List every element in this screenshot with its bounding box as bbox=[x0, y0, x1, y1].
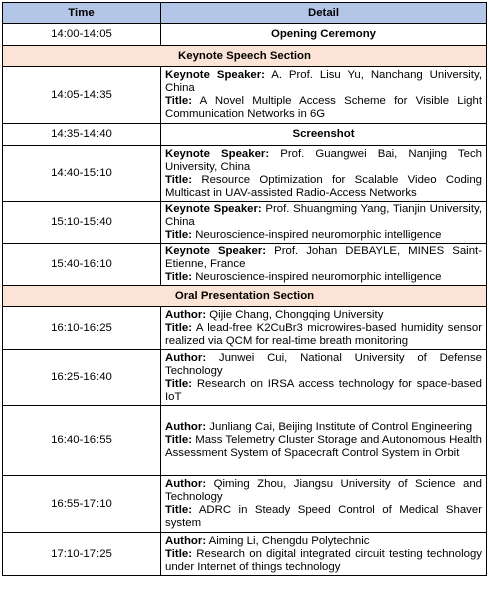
speaker-info: A. Prof. Lisu Yu, Nanchang University, China bbox=[165, 69, 482, 94]
time-cell: 14:05-14:35 bbox=[3, 67, 161, 124]
speaker-info: Prof. Shuangming Yang, Tianjin University, China bbox=[165, 203, 482, 228]
title-label: Title: bbox=[165, 271, 193, 283]
table-row bbox=[3, 244, 487, 286]
time-cell: 15:40-16:10 bbox=[3, 244, 161, 286]
speaker-info: Junwei Cui, National University of Defense Technology bbox=[165, 351, 482, 377]
talk-title: Research on digital integrated circuit testing technology under Internet of things technology bbox=[165, 547, 482, 573]
schedule-table bbox=[2, 2, 487, 576]
talk-title: Research on IRSA access technology for space-based IoT bbox=[165, 377, 482, 403]
talk-title: Resource Optimization for Scalable Video Coding Multicast in UAV-assisted Radio-Access Networks bbox=[165, 173, 482, 199]
role-label: Author: bbox=[165, 478, 207, 490]
time-cell: 16:40-16:55 bbox=[3, 406, 161, 476]
table-row bbox=[3, 350, 487, 406]
table-row bbox=[3, 533, 487, 576]
section-header bbox=[3, 286, 487, 307]
talk-title: Mass Telemetry Cluster Storage and Autonomous Health Assessment System of Spacecraft Control System in Orbit bbox=[165, 434, 482, 459]
table-row bbox=[3, 67, 487, 124]
role-label: Keynote Speaker: bbox=[165, 69, 265, 81]
table-row bbox=[3, 124, 487, 146]
table-header-row bbox=[3, 3, 487, 24]
title-label: Title: bbox=[165, 547, 193, 560]
section-header bbox=[3, 46, 487, 67]
talk-title: Neuroscience-inspired neuromorphic intelligence bbox=[195, 271, 442, 283]
time-cell: 14:40-15:10 bbox=[3, 146, 161, 202]
role-label: Keynote Speaker: bbox=[165, 245, 267, 257]
talk-detail bbox=[161, 244, 487, 286]
speaker-info: Prof. Johan DEBAYLE, MINES Saint-Etienne, France bbox=[165, 245, 482, 270]
title-label: Title: bbox=[165, 229, 193, 241]
speaker-info: Qijie Chang, Chongqing University bbox=[209, 308, 384, 321]
time-cell: 16:10-16:25 bbox=[3, 307, 161, 350]
talk-detail bbox=[161, 202, 487, 244]
table-row bbox=[3, 24, 487, 46]
time-cell: 14:00-14:05 bbox=[3, 24, 161, 46]
section-title: Oral Presentation Section bbox=[3, 286, 487, 307]
speaker-info: Aiming Li, Chengdu Polytechnic bbox=[208, 534, 370, 547]
title-label: Title: bbox=[165, 95, 193, 107]
talk-title: Neuroscience-inspired neuromorphic intelligence bbox=[195, 229, 442, 241]
talk-title: A Novel Multiple Access Scheme for Visible Light Communication Networks in 6G bbox=[165, 95, 482, 120]
speaker-info: Prof. Guangwei Bai, Nanjing Tech University, China bbox=[165, 147, 482, 173]
table-row bbox=[3, 476, 487, 533]
header-detail: Detail bbox=[161, 3, 487, 24]
session-title: Screenshot bbox=[161, 124, 487, 146]
role-label: Author: bbox=[165, 308, 207, 321]
title-label: Title: bbox=[165, 434, 193, 446]
talk-detail bbox=[161, 67, 487, 124]
talk-title: A lead-free K2CuBr3 microwires-based humidity sensor realized via QCM for real-time breath monitoring bbox=[165, 321, 482, 347]
title-label: Title: bbox=[165, 377, 193, 390]
role-label: Author: bbox=[165, 351, 207, 364]
header-time: Time bbox=[3, 3, 161, 24]
talk-detail bbox=[161, 146, 487, 202]
title-label: Title: bbox=[165, 173, 193, 186]
title-label: Title: bbox=[165, 321, 193, 334]
talk-detail bbox=[161, 350, 487, 406]
role-label: Keynote Speaker: bbox=[165, 203, 262, 215]
time-cell: 16:25-16:40 bbox=[3, 350, 161, 406]
time-cell: 16:55-17:10 bbox=[3, 476, 161, 533]
talk-detail bbox=[161, 406, 487, 476]
talk-detail bbox=[161, 307, 487, 350]
speaker-info: Qiming Zhou, Jiangsu University of Science and Technology bbox=[165, 478, 482, 503]
table-row bbox=[3, 202, 487, 244]
talk-detail bbox=[161, 533, 487, 576]
talk-detail bbox=[161, 476, 487, 533]
role-label: Author: bbox=[165, 534, 207, 547]
role-label: Keynote Speaker: bbox=[165, 147, 270, 160]
role-label: Author: bbox=[165, 421, 207, 433]
title-label: Title: bbox=[165, 504, 193, 516]
talk-title: ADRC in Steady Speed Control of Medical Shaver system bbox=[165, 504, 482, 529]
session-title: Opening Ceremony bbox=[161, 24, 487, 46]
table-row bbox=[3, 146, 487, 202]
time-cell: 17:10-17:25 bbox=[3, 533, 161, 576]
speaker-info: Junliang Cai, Beijing Institute of Control Engineering bbox=[209, 421, 473, 433]
time-cell: 15:10-15:40 bbox=[3, 202, 161, 244]
section-title: Keynote Speech Section bbox=[3, 46, 487, 67]
table-row bbox=[3, 406, 487, 476]
table-row bbox=[3, 307, 487, 350]
time-cell: 14:35-14:40 bbox=[3, 124, 161, 146]
